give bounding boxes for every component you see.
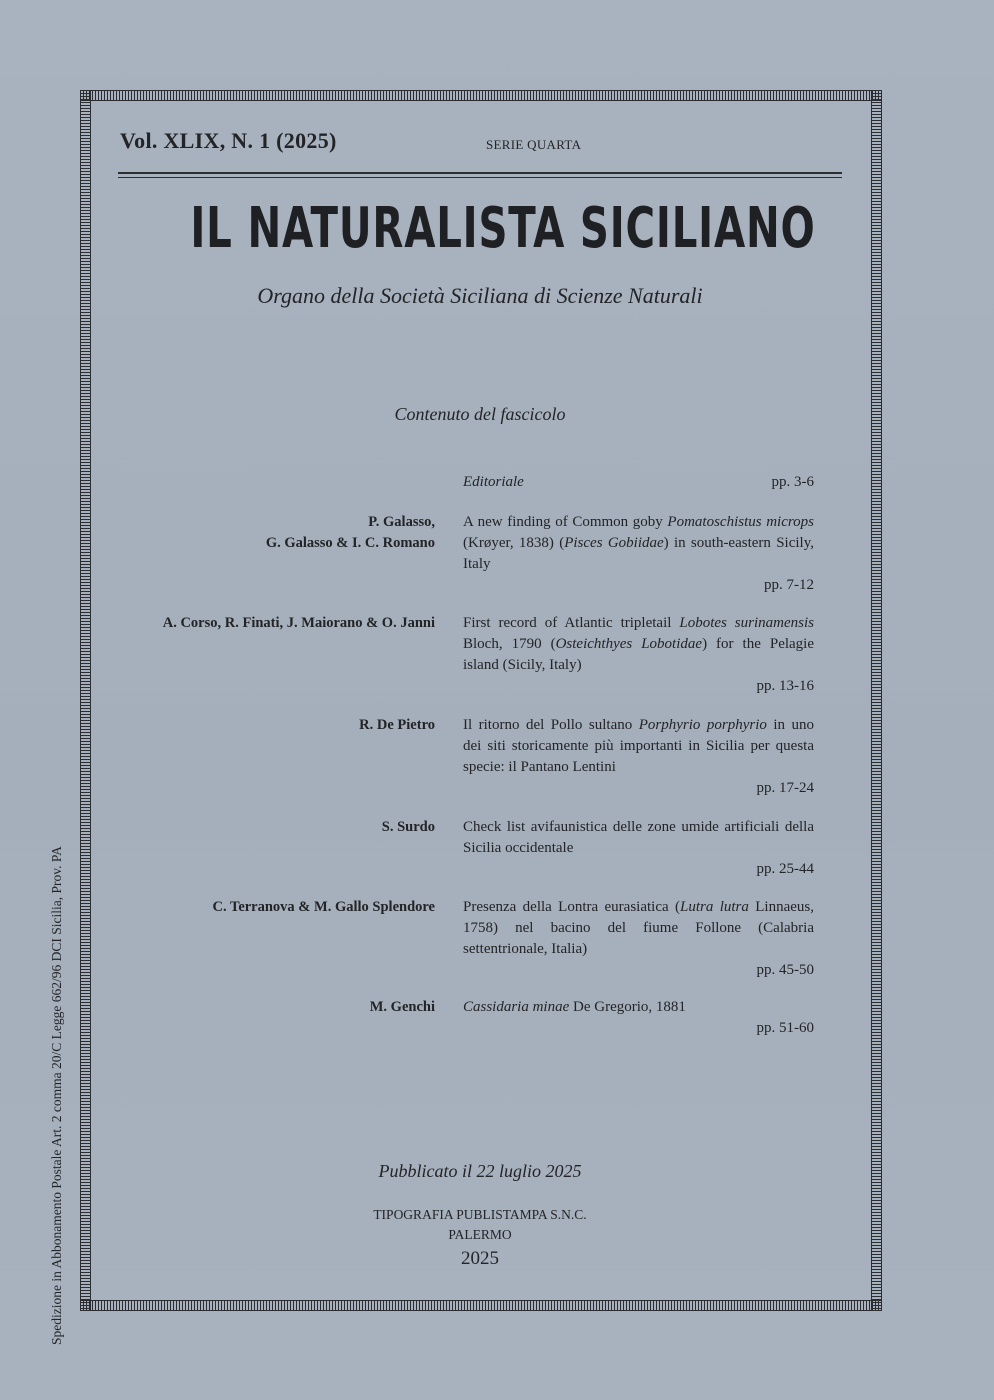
frame-right-rule [871, 90, 882, 1311]
toc-author-line: P. Galasso, [368, 514, 435, 530]
toc-entry [118, 613, 842, 697]
toc-title-part: Il ritorno del Pollo sultano [463, 717, 639, 733]
toc-title-part: First record of Atlantic tripletail [463, 615, 680, 631]
toc-author-line: C. Terranova & M. Gallo Splendore [212, 899, 435, 915]
toc-author [118, 817, 463, 880]
toc-title-part: Osteichthyes Lobotidae [555, 636, 703, 652]
publication-year: 2025 [461, 1248, 499, 1269]
postal-note: Spedizione in Abbonamento Postale Art. 2 comma 20/C Legge 662/96 DCI Sicilia, Prov. PA [49, 846, 64, 1345]
toc-title-part: Lobotes surinamensis [679, 615, 814, 631]
toc-pages: pp. 3-6 [771, 474, 814, 490]
toc-details [463, 512, 814, 596]
toc-title-part: Lutra lutra [680, 899, 749, 915]
toc-article-title [463, 817, 814, 859]
toc-entry [118, 897, 842, 981]
toc-title-part: in uno dei siti storicamente più importanti in Sicilia per questa specie: il Pantano Lentini [463, 717, 814, 775]
toc-author-line: G. Galasso & I. C. Romano [265, 535, 435, 551]
volume-number: Vol. XLIX, N. 1 (2025) [120, 128, 337, 153]
toc-pages: pp. 7-12 [764, 577, 814, 593]
journal-subtitle: Organo della Società Siciliana di Scienze Naturali [257, 283, 703, 308]
toc-title-part: Porphyrio porphyrio [638, 717, 767, 733]
toc-details [463, 997, 814, 1039]
toc-pages: pp. 13-16 [756, 678, 814, 694]
toc-author-line: S. Surdo [381, 819, 435, 835]
toc-entry [118, 715, 842, 799]
toc-details [463, 613, 814, 697]
toc-author-line: R. De Pietro [359, 717, 435, 733]
contents-heading: Contenuto del fascicolo [394, 404, 566, 424]
toc-author [118, 997, 463, 1039]
toc-details [463, 817, 814, 880]
header-divider [118, 172, 842, 178]
toc-title-part: ) for the Pelagie island (Sicily, Italy) [463, 636, 815, 673]
toc-entry [118, 472, 842, 493]
toc-title-part: (Krøyer, 1838) ( [463, 535, 565, 551]
toc-title-part: Editoriale [463, 474, 524, 490]
toc-entry [118, 817, 842, 880]
toc-article-title [463, 997, 814, 1018]
table-of-contents [118, 472, 842, 1039]
toc-details [463, 715, 814, 799]
toc-pages: pp. 45-50 [756, 962, 814, 978]
toc-title-part: Bloch, 1790 ( [463, 636, 556, 652]
publication-date: Pubblicato il 22 luglio 2025 [378, 1161, 582, 1181]
toc-title-part: De Gregorio, 1881 [569, 999, 686, 1015]
toc-title-part: A new finding of Common goby [463, 514, 668, 530]
toc-author-line: A. Corso, R. Finati, J. Maiorano & O. Janni [162, 615, 435, 631]
toc-author [118, 472, 463, 493]
toc-title-part: Cassidaria minae [463, 999, 570, 1015]
printer-info [118, 1205, 842, 1245]
frame-left-rule [80, 90, 91, 1311]
toc-author [118, 613, 463, 697]
toc-author [118, 715, 463, 799]
series-label: SERIE QUARTA [486, 137, 582, 152]
toc-article-title [463, 472, 524, 493]
toc-title-part: ) in south-eastern Sicily, Italy [463, 535, 814, 572]
toc-article-title [463, 715, 814, 778]
toc-pages: pp. 17-24 [756, 780, 814, 796]
toc-title-part: Linnaeus, 1758) nel bacino del fiume Follone (Calabria settentrionale, Italia) [463, 899, 815, 957]
frame-top-rule [80, 90, 882, 101]
toc-article-title [463, 613, 814, 676]
toc-author [118, 897, 463, 981]
printer-name: TIPOGRAFIA PUBLISTAMPA S.N.C. [373, 1207, 587, 1222]
toc-title-part: Pisces Gobiidae [564, 535, 664, 551]
toc-title-part: Check list avifaunistica delle zone umide artificiali della Sicilia occidentale [463, 819, 814, 856]
toc-pages: pp. 51-60 [756, 1020, 814, 1036]
toc-entry [118, 512, 842, 596]
toc-article-title [463, 512, 814, 575]
printer-city: PALERMO [448, 1227, 512, 1242]
toc-article-title [463, 897, 814, 960]
toc-pages: pp. 25-44 [756, 861, 814, 877]
toc-details [463, 472, 814, 493]
toc-editorial-line [463, 472, 814, 493]
toc-title-part: Presenza della Lontra eurasiatica ( [463, 899, 681, 915]
toc-title-part: Pomatoschistus microps [667, 514, 814, 530]
toc-details [463, 897, 814, 981]
toc-author [118, 512, 463, 596]
toc-author-line: M. Genchi [369, 999, 435, 1015]
frame-bottom-rule [80, 1300, 882, 1311]
toc-entry [118, 997, 842, 1039]
journal-title: IL NATURALISTA SICILIANO [190, 196, 816, 261]
